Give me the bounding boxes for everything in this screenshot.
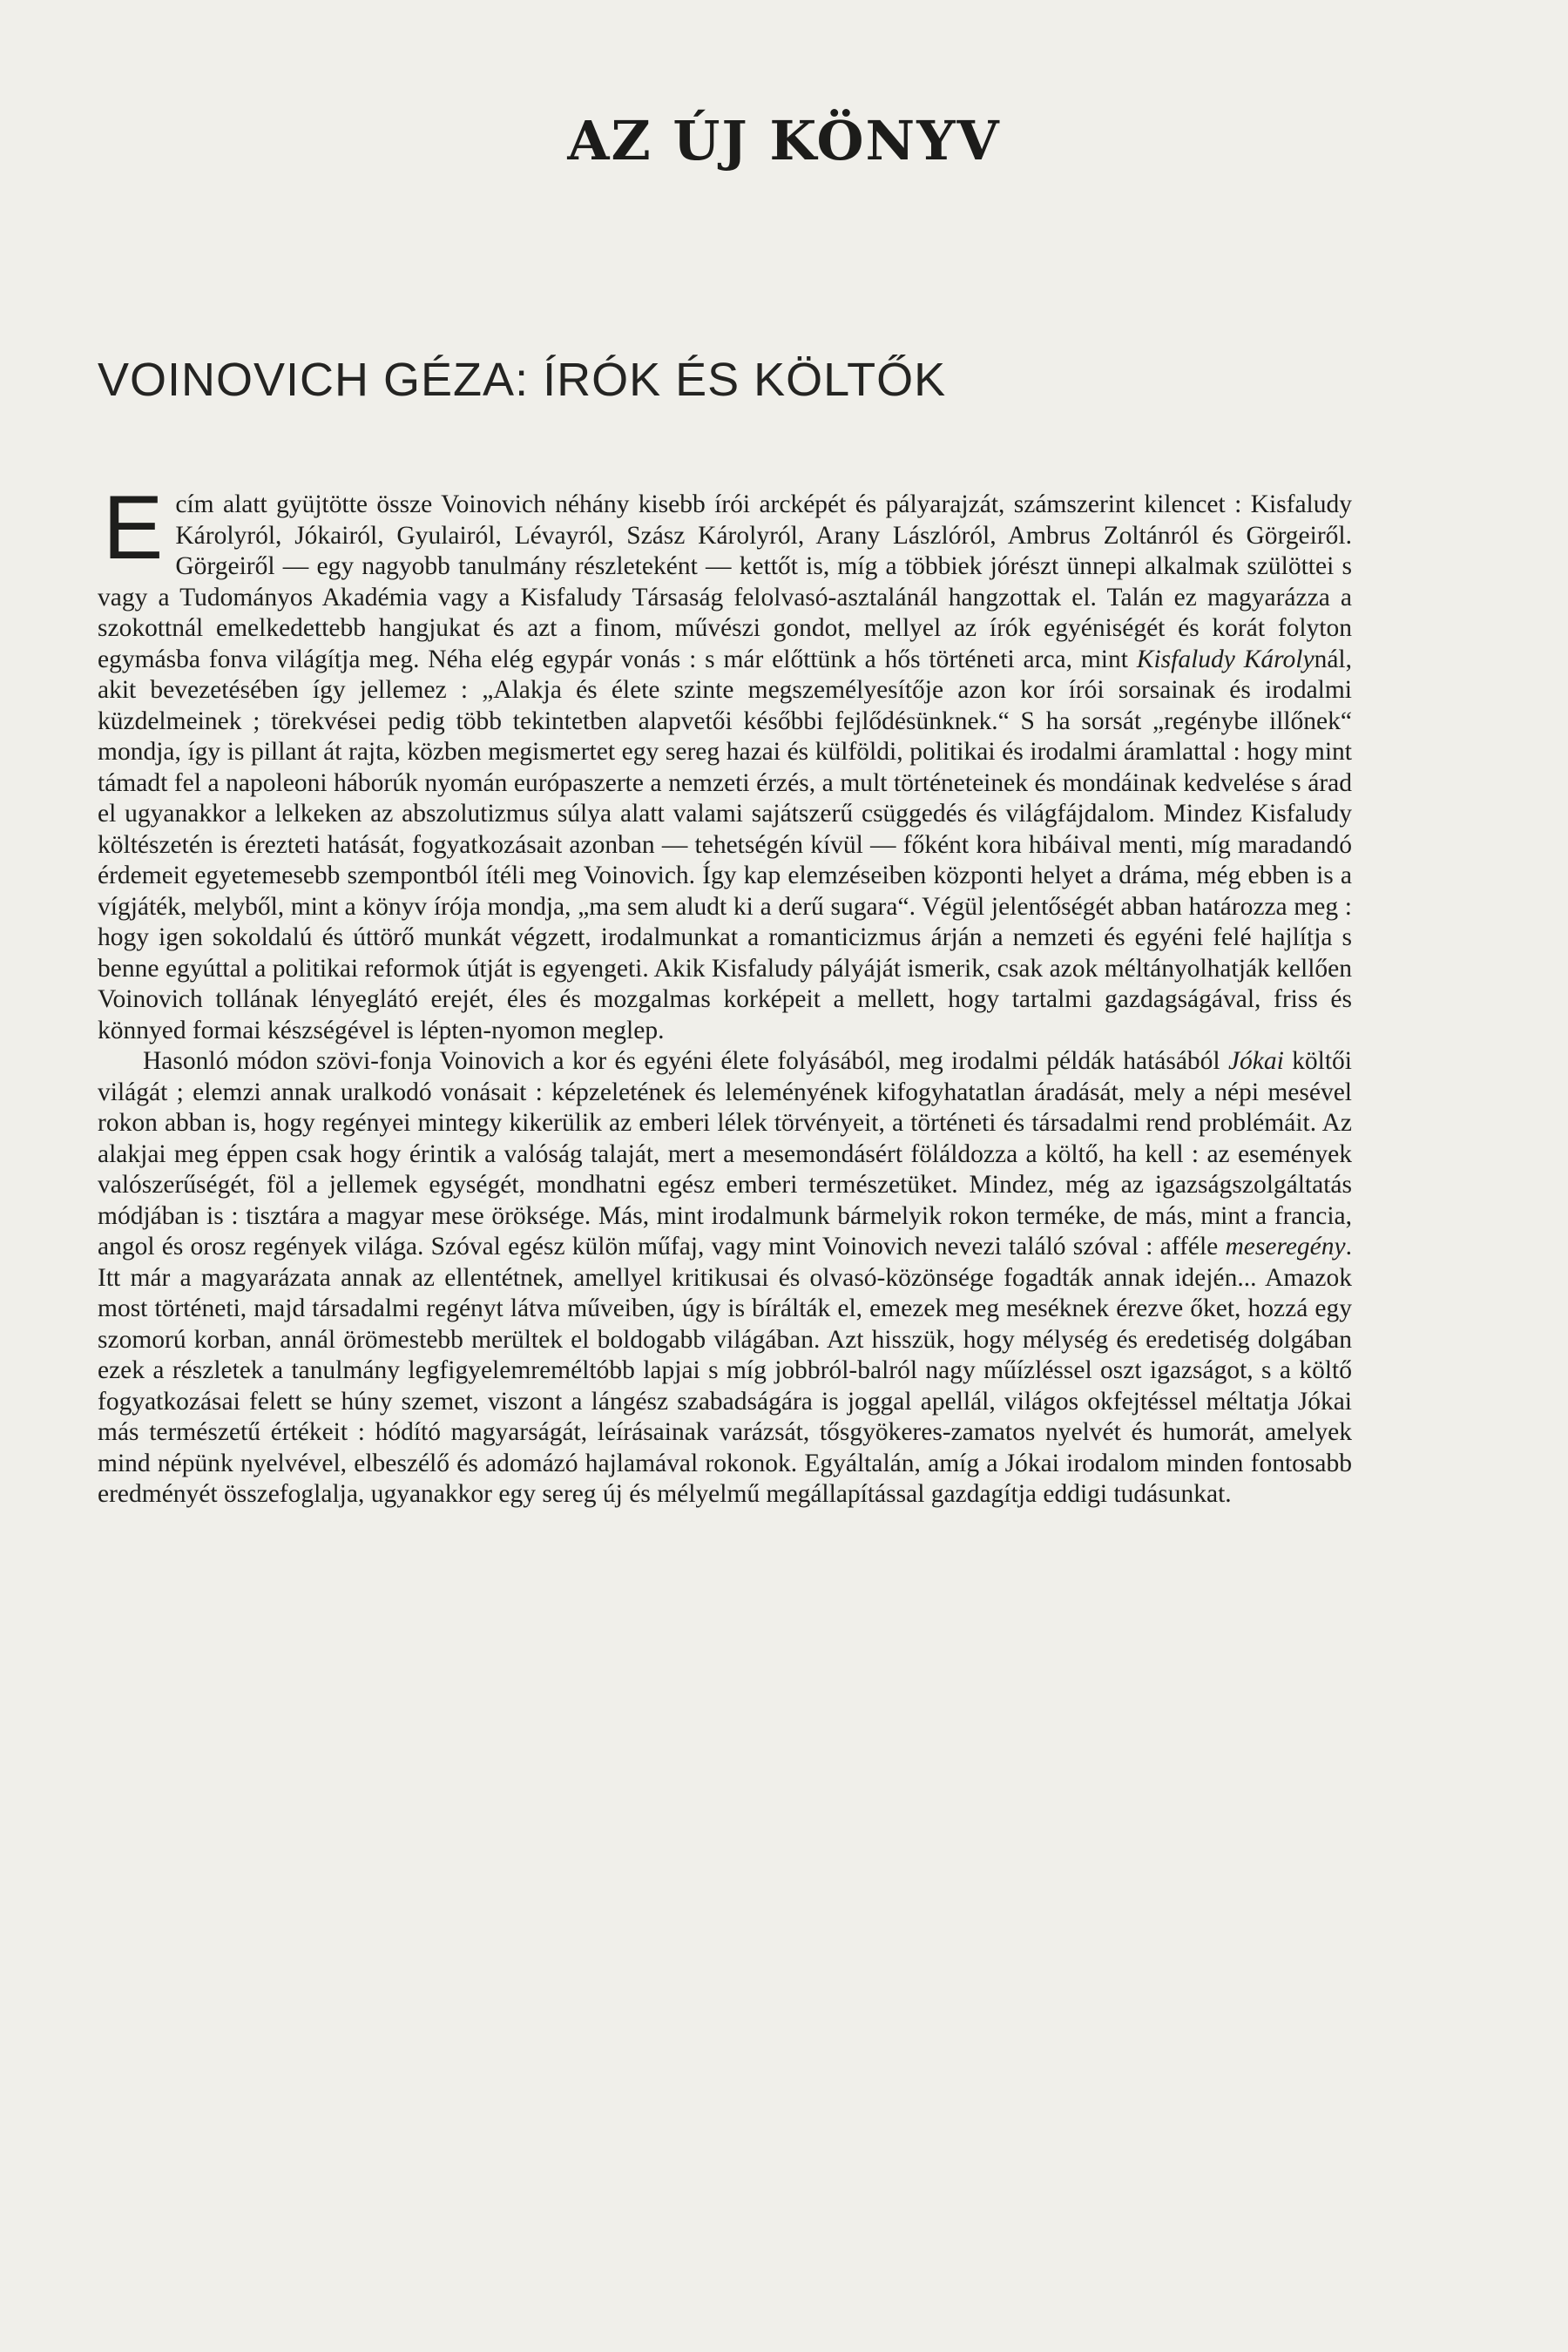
italic-kisfaludy: Kisfaludy Károly bbox=[1136, 645, 1315, 673]
article-body bbox=[98, 477, 1352, 1511]
drop-cap: E bbox=[103, 477, 164, 578]
paragraph-2 bbox=[98, 1046, 1352, 1511]
paragraph-1-text-b: nál, akit bevezetésében így jellemez : „Alakja és élete szinte megszemélyesítője azon kor írói sorsainak és irodalmi küzdelmeinek ; törekvései pedig több tekintetben alapvetői későbbi fejlődésünknek.“ S ha sorsát „regénybe illőnek“ mondja, így is pillant át rajta, közben megismertet egy sereg hazai és külföldi, politikai és irodalmi áramlattal : hogy mint támadt fel a napoleoni háborúk nyomán európaszerte a nemzeti érzés, a mult történeteinek és mondáinak kedvelése s árad el ugyanakkor a lelkeken az abszolutizmus súlya alatt valami sajátszerű csüggedés és világfájdalom. Mindez Kisfaludy költészetén is érezteti hatását, fogyatkozásait azonban — tehetségén kívül — főként kora hibáival menti, míg maradandó érdemeit egyetemesebb szempontból ítéli meg Voinovich. Így kap elemzéseiben központi helyet a dráma, még ebben is a vígjáték, melyből, mint a könyv írója mondja, „ma sem aludt ki a derű sugara“. Végül jelentőségét abban határozza meg : hogy igen sokoldalú és úttörő munkát végzett, irodalmunkat a romanticizmus árján a nemzeti és egyéni felé hajlítja s benne egyúttal a politikai reformok útját is egyengeti. Akik Kisfaludy pályáját ismerik, csak azok méltányolhatják kellően Voinovich tollának lényeglátó erejét, éles és mozgalmas korképeit a mellett, hogy tartalmi gazdagságával, friss és könnyed formai készségével is lépten-nyomon meglep. bbox=[98, 645, 1352, 1044]
paragraph-1-text-a: cím alatt gyüjtötte össze Voinovich néhány kisebb írói arcképét és pályarajzát, számszerint kilencet : Kisfaludy Károlyról, Jókairól, Gyulairól, Lévayról, Szász Károlyról, Arany Lászlóról, Ambrus Zoltánról és Görgeiről. Görgeiről — egy nagyobb tanulmány részleteként — kettőt is, míg a többiek jórészt ünnepi alkalmak szülöttei s vagy a Tudományos Akadémia vagy a Kisfaludy Társaság felolvasó-asztalánál hangzottak el. Talán ez magyarázza a szokottnál emelkedettebb hangjukat és azt a finom, művészi gondot, mellyel az írók egyéniségét és korát folyton egymásba fonva világítja meg. Néha elég egypár vonás : s már előttünk a hős történeti arca, mint bbox=[98, 490, 1352, 673]
paragraph-2-text-b: költői világát ; elemzi annak uralkodó vonásait : képzeletének és leleményének kifogyhatatlan áradását, mely a népi mesével rokon abban is, hogy regényei mintegy kikerülik az emberi lélek törvényeit, a történeti és társadalmi rend problémáit. Az alakjai meg éppen csak hogy érintik a valóság talaját, mert a mesemondásért föláldozza a költő, ha kell : az események valószerűségét, föl a jellemek egységét, mondhatni egész emberi természetüket. Mindez, még az igazságszolgáltatás módjában is : tisztára a magyar mese öröksége. Más, mint irodalmunk bármelyik rokon terméke, de más, mint a francia, angol és orosz regények világa. Szóval egész külön műfaj, vagy mint Voinovich nevezi találó szóval : afféle bbox=[98, 1047, 1352, 1260]
italic-jokai: Jókai bbox=[1227, 1047, 1284, 1075]
paragraph-2-text-a: Hasonló módon szövi-fonja Voinovich a kor és egyéni élete folyásából, meg irodalmi példák hatásából bbox=[143, 1047, 1228, 1075]
paragraph-1 bbox=[98, 477, 1352, 1046]
article-title: VOINOVICH GÉZA: ÍRÓK ÉS KÖLTŐK bbox=[98, 354, 947, 406]
italic-meseregeny: meseregény bbox=[1225, 1233, 1346, 1260]
paragraph-2-text-c: . Itt már a magyarázata annak az ellentétnek, amellyel kritikusai és olvasó-közönsége fogadták annak idején... Amazok most történeti, majd társadalmi regényt látva műveiben, úgy is bírálták el, emezek meg meséknek érezve őket, hozzá egy szomorú korban, annál örömestebb merültek el boldogabb világában. Azt hisszük, hogy mélység és eredetiség dolgában ezek a részletek a tanulmány legfigyelemreméltóbb lapjai s míg jobbról-balról nagy műízléssel oszt igazságot, s a költő fogyatkozásai felett se húny szemet, viszont a lángész szabadságára is joggal apellál, világos okfejtéssel méltatja Jókai más természetű értékeit : hódító magyarságát, leírásainak varázsát, tősgyökeres-zamatos nyelvét és humorát, amelyek mind népünk nyelvével, elbeszélő és adomázó hajlamával rokonok. Egyáltalán, amíg a Jókai irodalom minden fontosabb eredményét összefoglalja, ugyanakkor egy sereg új és mélyelmű megállapítással gazdagítja eddigi tudásunkat. bbox=[98, 1233, 1352, 1508]
section-title: AZ ÚJ KÖNYV bbox=[567, 109, 1001, 172]
